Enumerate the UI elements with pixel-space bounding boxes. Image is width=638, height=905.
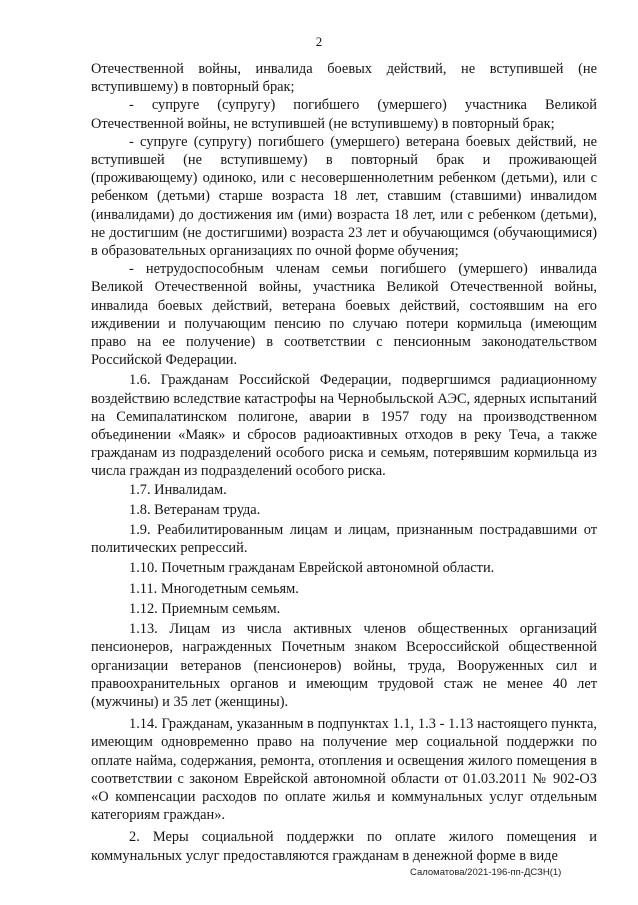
paragraph-1-8: 1.8. Ветеранам труда. [129,501,261,518]
paragraph-1-11: 1.11. Многодетным семьям. [129,580,299,597]
paragraph-1-12: 1.12. Приемным семьям. [129,600,281,617]
page-number: 2 [315,34,323,49]
paragraph-1-13: 1.13. Лицам из числа активных членов общественных организаций пенсионеров, награжденных Почетным знаком Всероссийской общественной организации ветеранов (пенсионеров) войны, труда, Вооруженных сил и правоохранительных органов и имеющим трудовой стаж не менее 40 лет (мужчины) и 35 лет (женщины). [91,621,597,710]
paragraph-spouse-combat-veteran: - супруге (супругу) погибшего (умершего) ветерана боевых действий, не вступившей (не вступившему) в повторный брак и проживающей (проживающему) одиноко, или с несовершеннолетним ребенком (детьми), или с ребенком (детьми) старше возраста 18 лет, ставшим (ставшими) инвалидом (инвалидами) до достижения им (ими) возраста 18 лет, или с ребенком (детьми), не достигшим (не достигшими) возраста 23 лет и обучающимся (обучающимися) в образовательных организациях по очной форме обучения; [91,133,597,260]
paragraph-1-14: 1.14. Гражданам, указанным в подпунктах 1.1, 1.3 - 1.13 настоящего пункта, имеющим одновременно право на получение мер социальной поддержки по оплате найма, содержания, ремонта, отопления и освещения жилого помещения в соответствии с законом Еврейской автономной области от 01.03.2011 № 902-ОЗ «О компенсации расходов по оплате жилья и коммунальных услуг отдельным категориям граждан». [91,716,597,824]
document-body [91,60,597,865]
paragraph-1-6: 1.6. Гражданам Российской Федерации, подвергшимся радиационному воздействию вследствие катастрофы на Чернобыльской АЭС, ядерных испытаний на Семипалатинском полигоне, аварии в 1957 году на производственном объединении «Маяк» и сбросов радиоактивных отходов в реку Теча, а также гражданам из подразделений особого риска и семьям, потерявшим кормильца из числа граждан из подразделений особого риска. [91,372,597,480]
paragraph-continuation: Отечественной войны, инвалида боевых действий, не вступившей (не вступившему) в повторный брак; [91,61,597,96]
paragraph-1-7: 1.7. Инвалидам. [129,481,227,498]
paragraph-2: 2. Меры социальной поддержки по оплате жилого помещения и коммунальных услуг предоставляются гражданам в денежной форме в виде [91,829,597,864]
paragraph-spouse-wwii-participant: - супруге (супругу) погибшего (умершего) участника Великой Отечественной войны, не вступившей (не вступившему) в повторный брак; [91,97,597,132]
paragraph-1-9: 1.9. Реабилитированным лицам и лицам, признанным пострадавшими от политических репрессий. [91,522,597,557]
paragraph-1-10: 1.10. Почетным гражданам Еврейской автономной области. [129,560,495,577]
paragraph-disabled-family-members: - нетрудоспособным членам семьи погибшего (умершего) инвалида Великой Отечественной войны, участника Великой Отечественной войны, инвалида боевых действий, ветерана боевых действий, состоявшим на его иждивении и получающим пенсию по случаю потери кормильца (имеющим право на ее получение) в соответствии с пенсионным законодательством Российской Федерации. [91,261,597,369]
footer-document-code: Саломатова/2021-196-пп-ДСЗН(1) [410,867,562,878]
